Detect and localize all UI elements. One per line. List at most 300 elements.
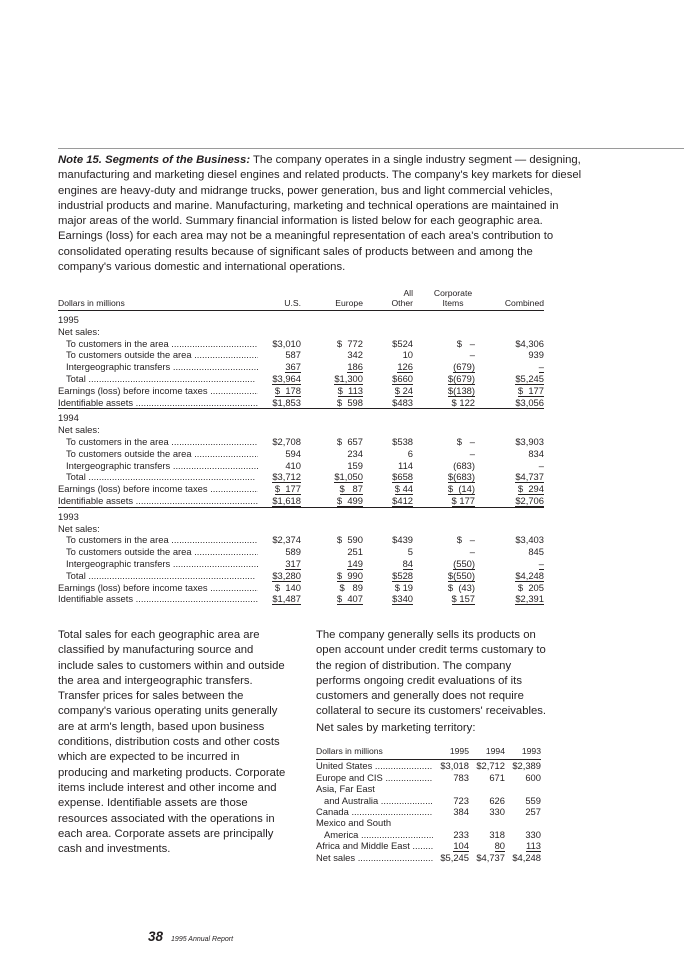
value: $ 772 bbox=[336, 337, 363, 349]
value: $(550) bbox=[448, 570, 475, 582]
value: 845 bbox=[528, 546, 544, 558]
value: $ (14) bbox=[448, 483, 475, 495]
table-row bbox=[58, 460, 544, 472]
value-cell bbox=[258, 546, 301, 558]
value: 671 bbox=[489, 771, 505, 783]
value: $5,245 bbox=[440, 852, 469, 863]
value: 367 bbox=[285, 361, 301, 373]
value-cell bbox=[363, 593, 413, 605]
value-cell bbox=[469, 795, 505, 806]
table-row bbox=[58, 361, 544, 373]
value: $ 499 bbox=[337, 495, 363, 507]
value: $2,712 bbox=[476, 760, 505, 772]
table-row bbox=[58, 397, 544, 409]
value-cell bbox=[301, 546, 363, 558]
value: $524 bbox=[392, 337, 413, 349]
value-cell bbox=[363, 558, 413, 570]
value-cell bbox=[469, 852, 505, 863]
value-cell bbox=[475, 593, 544, 605]
value: 559 bbox=[525, 794, 541, 806]
value-cell bbox=[475, 570, 544, 582]
value: 600 bbox=[525, 771, 541, 783]
value-cell bbox=[433, 772, 469, 783]
value: 410 bbox=[285, 459, 301, 471]
value-cell bbox=[301, 495, 363, 507]
value: $ 19 bbox=[395, 582, 413, 594]
value: 317 bbox=[285, 557, 301, 569]
year-label: 1994 bbox=[58, 409, 258, 424]
report-name: 1995 Annual Report bbox=[171, 936, 234, 943]
value: $ 177 bbox=[452, 495, 475, 507]
territory-label: Europe and CIS ..... bbox=[316, 772, 433, 783]
year-row bbox=[58, 507, 544, 522]
row-label: Earnings (loss) before income taxes ..... bbox=[58, 385, 258, 397]
value: $483 bbox=[392, 397, 413, 409]
value-cell bbox=[363, 373, 413, 385]
value: – bbox=[538, 459, 544, 471]
value: 342 bbox=[347, 349, 363, 361]
value-cell bbox=[301, 483, 363, 495]
value-cell bbox=[475, 397, 544, 409]
value-cell bbox=[363, 338, 413, 350]
value-cell bbox=[301, 397, 363, 409]
value-cell bbox=[363, 460, 413, 472]
value: $2,389 bbox=[512, 760, 541, 772]
value: 5 bbox=[407, 546, 413, 558]
value: $ 24 bbox=[395, 385, 413, 397]
territory-row bbox=[316, 829, 541, 840]
table-row bbox=[58, 373, 544, 385]
row-label: Identifiable assets ..... bbox=[58, 593, 258, 605]
spacer-cell bbox=[258, 326, 301, 338]
value: $1,853 bbox=[272, 397, 301, 409]
value-cell bbox=[469, 772, 505, 783]
spacer-cell bbox=[301, 507, 363, 522]
value-cell bbox=[505, 852, 541, 863]
spacer-cell bbox=[301, 424, 363, 436]
row-label: Earnings (loss) before income taxes ..... bbox=[58, 582, 258, 594]
value-cell bbox=[413, 436, 475, 448]
value: $ 590 bbox=[336, 534, 363, 546]
value-cell bbox=[413, 570, 475, 582]
net-sales-label: Net sales: bbox=[58, 522, 100, 534]
row-label: Identifiable assets ..... bbox=[58, 495, 258, 507]
value-cell bbox=[433, 795, 469, 806]
territory-row bbox=[316, 772, 541, 783]
page-footer bbox=[148, 929, 233, 944]
value: – bbox=[538, 557, 544, 569]
value: $1,487 bbox=[272, 593, 301, 605]
net-sales-label: Net sales: bbox=[58, 325, 100, 337]
value-cell bbox=[363, 546, 413, 558]
value-cell bbox=[475, 495, 544, 507]
net-sales-row bbox=[58, 326, 544, 338]
table-row bbox=[58, 495, 544, 507]
value-cell bbox=[413, 385, 475, 397]
value: $ – bbox=[456, 435, 475, 447]
value-cell bbox=[413, 448, 475, 460]
value-cell bbox=[363, 495, 413, 507]
value-cell bbox=[258, 495, 301, 507]
value-cell bbox=[258, 558, 301, 570]
value-cell bbox=[258, 582, 301, 594]
value: $ 87 bbox=[340, 483, 363, 495]
value-cell bbox=[301, 460, 363, 472]
value: $ 177 bbox=[518, 385, 544, 397]
spacer-cell bbox=[413, 326, 475, 338]
value: $ 990 bbox=[337, 570, 363, 582]
value-cell bbox=[469, 760, 505, 772]
value-cell bbox=[469, 840, 505, 851]
value-cell bbox=[505, 795, 541, 806]
value-cell bbox=[475, 546, 544, 558]
table-row bbox=[58, 338, 544, 350]
value: 6 bbox=[407, 447, 413, 459]
spacer-cell bbox=[433, 817, 469, 828]
note-heading: Note 15. Segments of the Business: bbox=[58, 154, 251, 166]
territory-row bbox=[316, 760, 541, 772]
value-cell bbox=[475, 534, 544, 546]
value-cell bbox=[363, 385, 413, 397]
value: $4,248 bbox=[515, 570, 544, 582]
row-label: Intergeographic transfers ..... bbox=[58, 460, 258, 472]
spacer-cell bbox=[258, 507, 301, 522]
spacer-cell bbox=[475, 424, 544, 436]
spacer-cell bbox=[505, 817, 541, 828]
territory-row bbox=[316, 806, 541, 817]
value: $4,306 bbox=[515, 337, 544, 349]
table-row bbox=[58, 582, 544, 594]
units-label: Dollars in millions bbox=[58, 288, 258, 311]
value: $4,737 bbox=[515, 471, 544, 483]
year-label: 1995 bbox=[58, 314, 79, 325]
value: – bbox=[469, 349, 475, 361]
value: $412 bbox=[392, 495, 413, 507]
value: $ 178 bbox=[275, 385, 301, 397]
table-row bbox=[58, 448, 544, 460]
value: 104 bbox=[453, 840, 469, 852]
value-cell bbox=[475, 436, 544, 448]
spacer-cell bbox=[363, 424, 413, 436]
spacer-cell bbox=[258, 424, 301, 436]
value-cell bbox=[413, 338, 475, 350]
value-cell bbox=[413, 397, 475, 409]
value-cell bbox=[363, 483, 413, 495]
value: $ 89 bbox=[340, 582, 363, 594]
value: $660 bbox=[392, 373, 413, 385]
territory-row bbox=[316, 852, 541, 863]
spacer-cell bbox=[301, 409, 363, 424]
value-cell bbox=[258, 349, 301, 361]
value: $340 bbox=[392, 593, 413, 605]
spacer-cell bbox=[413, 409, 475, 424]
value-cell bbox=[475, 558, 544, 570]
value-cell bbox=[505, 840, 541, 851]
value-cell bbox=[363, 570, 413, 582]
value: 257 bbox=[525, 806, 541, 818]
territory-label: and Australia ..... bbox=[316, 795, 433, 806]
value: $ 407 bbox=[337, 593, 363, 605]
value-cell bbox=[258, 361, 301, 373]
value-cell bbox=[363, 471, 413, 483]
territory-label: Africa and Middle East ..... bbox=[316, 840, 433, 851]
table-row bbox=[58, 385, 544, 397]
value-cell bbox=[301, 448, 363, 460]
value: 234 bbox=[347, 447, 363, 459]
segment-table-header bbox=[58, 288, 544, 311]
spacer-cell bbox=[469, 783, 505, 794]
value-cell bbox=[413, 495, 475, 507]
table-row bbox=[58, 483, 544, 495]
value: $4,248 bbox=[512, 852, 541, 863]
value-cell bbox=[258, 448, 301, 460]
col-europe: Europe bbox=[301, 288, 363, 311]
value-cell bbox=[433, 829, 469, 840]
value: $2,708 bbox=[272, 435, 301, 447]
value: $528 bbox=[392, 570, 413, 582]
row-label: To customers in the area ..... bbox=[58, 436, 258, 448]
value: 834 bbox=[528, 447, 544, 459]
row-label: Total ..... bbox=[58, 570, 258, 582]
value-cell bbox=[301, 436, 363, 448]
row-label: To customers outside the area ..... bbox=[58, 349, 258, 361]
spacer-cell bbox=[258, 523, 301, 535]
value-cell bbox=[475, 471, 544, 483]
value: $ 140 bbox=[275, 582, 301, 594]
value-cell bbox=[258, 534, 301, 546]
value-cell bbox=[413, 460, 475, 472]
table-row bbox=[58, 558, 544, 570]
col-corporate: Corporate Items bbox=[413, 288, 475, 311]
value-cell bbox=[301, 582, 363, 594]
value: $4,737 bbox=[476, 852, 505, 863]
row-label: Total ..... bbox=[58, 373, 258, 385]
top-rule bbox=[58, 148, 684, 149]
value-cell bbox=[258, 460, 301, 472]
row-label: Intergeographic transfers ..... bbox=[58, 558, 258, 570]
value-cell bbox=[413, 349, 475, 361]
spacer-cell bbox=[413, 311, 475, 326]
value: 589 bbox=[285, 546, 301, 558]
value-cell bbox=[413, 534, 475, 546]
value: $ 205 bbox=[518, 582, 544, 594]
value-cell bbox=[475, 460, 544, 472]
spacer-cell bbox=[475, 507, 544, 522]
value: 330 bbox=[489, 806, 505, 818]
value-cell bbox=[413, 471, 475, 483]
value: 233 bbox=[453, 828, 469, 840]
spacer-cell bbox=[301, 326, 363, 338]
value-cell bbox=[413, 483, 475, 495]
territory-row-top bbox=[316, 783, 541, 794]
value: 783 bbox=[453, 771, 469, 783]
value-cell bbox=[505, 806, 541, 817]
row-label: To customers in the area ..... bbox=[58, 534, 258, 546]
spacer-cell bbox=[363, 507, 413, 522]
spacer-cell bbox=[475, 409, 544, 424]
value-cell bbox=[258, 483, 301, 495]
table-row bbox=[58, 471, 544, 483]
value: 939 bbox=[528, 349, 544, 361]
value-cell bbox=[363, 534, 413, 546]
value: 330 bbox=[525, 828, 541, 840]
value: 251 bbox=[347, 546, 363, 558]
value-cell bbox=[475, 361, 544, 373]
page-number: 38 bbox=[148, 929, 164, 944]
value: (550) bbox=[453, 557, 475, 569]
row-label: Total ..... bbox=[58, 471, 258, 483]
value: $2,374 bbox=[272, 534, 301, 546]
value: 126 bbox=[397, 361, 413, 373]
row-label: Intergeographic transfers ..... bbox=[58, 361, 258, 373]
value-cell bbox=[413, 546, 475, 558]
value: $ 294 bbox=[518, 483, 544, 495]
spacer-cell bbox=[363, 523, 413, 535]
value: $658 bbox=[392, 471, 413, 483]
col-all-other: All Other bbox=[363, 288, 413, 311]
territory-label: Net sales ..... bbox=[316, 852, 433, 863]
value: $3,010 bbox=[272, 337, 301, 349]
territory-heading: Net sales by marketing territory: bbox=[316, 722, 476, 734]
value-cell bbox=[469, 806, 505, 817]
value-cell bbox=[475, 385, 544, 397]
value: $ 177 bbox=[275, 483, 301, 495]
value: $3,903 bbox=[515, 435, 544, 447]
spacer-cell bbox=[363, 311, 413, 326]
year-label: 1993 bbox=[58, 507, 258, 522]
col-1994: 1994 bbox=[469, 746, 505, 760]
value: 594 bbox=[285, 447, 301, 459]
value-cell bbox=[413, 582, 475, 594]
value-cell bbox=[413, 593, 475, 605]
territory-row bbox=[316, 840, 541, 851]
row-label: Earnings (loss) before income taxes ..... bbox=[58, 483, 258, 495]
spacer-cell bbox=[475, 523, 544, 535]
value-cell bbox=[433, 806, 469, 817]
territory-row-top bbox=[316, 817, 541, 828]
value-cell bbox=[258, 338, 301, 350]
value-cell bbox=[301, 593, 363, 605]
value-cell bbox=[301, 471, 363, 483]
spacer-cell bbox=[258, 311, 301, 326]
value: $ 157 bbox=[452, 593, 475, 605]
value-cell bbox=[475, 483, 544, 495]
value: $2,706 bbox=[515, 495, 544, 507]
value: $1,300 bbox=[334, 373, 363, 385]
value-cell bbox=[413, 558, 475, 570]
value-cell bbox=[301, 534, 363, 546]
value: – bbox=[538, 361, 544, 373]
value: $1,618 bbox=[272, 495, 301, 507]
territory-label: Asia, Far East bbox=[316, 783, 375, 795]
territory-label: Canada ..... bbox=[316, 806, 433, 817]
value: $3,018 bbox=[440, 760, 469, 772]
value-cell bbox=[258, 471, 301, 483]
value-cell bbox=[433, 760, 469, 772]
value-cell bbox=[363, 436, 413, 448]
territory-label: Mexico and South bbox=[316, 817, 392, 829]
value-cell bbox=[301, 349, 363, 361]
value: 384 bbox=[453, 806, 469, 818]
table-row bbox=[58, 349, 544, 361]
spacer-cell bbox=[413, 507, 475, 522]
table-row bbox=[58, 546, 544, 558]
spacer-cell bbox=[505, 783, 541, 794]
year-row bbox=[58, 409, 544, 424]
value: $538 bbox=[392, 435, 413, 447]
spacer-cell bbox=[433, 783, 469, 794]
value: – bbox=[469, 546, 475, 558]
row-label: To customers outside the area ..... bbox=[58, 546, 258, 558]
territory-label: America ..... bbox=[316, 829, 433, 840]
territory-units-label: Dollars in millions bbox=[316, 746, 433, 760]
row-label: Identifiable assets ..... bbox=[58, 397, 258, 409]
spacer-cell bbox=[258, 409, 301, 424]
value: 80 bbox=[494, 840, 505, 852]
value-cell bbox=[363, 361, 413, 373]
net-sales-label: Net sales: bbox=[58, 424, 100, 436]
spacer-cell bbox=[413, 424, 475, 436]
territory-label: United States ..... bbox=[316, 760, 433, 772]
net-sales-row bbox=[58, 424, 544, 436]
value: 113 bbox=[526, 840, 541, 852]
value-cell bbox=[301, 385, 363, 397]
value: 318 bbox=[489, 828, 505, 840]
value-cell bbox=[363, 582, 413, 594]
row-label: To customers in the area ..... bbox=[58, 338, 258, 350]
value: $3,056 bbox=[515, 397, 544, 409]
net-sales-row bbox=[58, 523, 544, 535]
col-1995: 1995 bbox=[433, 746, 469, 760]
value: $ (43) bbox=[448, 582, 475, 594]
value: $2,391 bbox=[515, 593, 544, 605]
spacer-cell bbox=[475, 311, 544, 326]
value-cell bbox=[301, 558, 363, 570]
segment-table bbox=[58, 288, 544, 605]
value: $3,403 bbox=[515, 534, 544, 546]
value: $ 113 bbox=[338, 385, 363, 397]
value-cell bbox=[258, 373, 301, 385]
territory-table-header bbox=[316, 746, 541, 760]
value-cell bbox=[258, 436, 301, 448]
value-cell bbox=[301, 338, 363, 350]
value: 723 bbox=[453, 794, 469, 806]
table-row bbox=[58, 593, 544, 605]
territory-table bbox=[316, 746, 541, 863]
value-cell bbox=[363, 397, 413, 409]
year-row bbox=[58, 311, 544, 326]
table-row bbox=[58, 570, 544, 582]
spacer-cell bbox=[469, 817, 505, 828]
row-label: To customers outside the area ..... bbox=[58, 448, 258, 460]
value-cell bbox=[258, 397, 301, 409]
value: 114 bbox=[398, 459, 413, 471]
value: 626 bbox=[489, 794, 505, 806]
value: $5,245 bbox=[515, 373, 544, 385]
value: $ – bbox=[456, 337, 475, 349]
value-cell bbox=[413, 361, 475, 373]
value: 186 bbox=[347, 361, 363, 373]
value: $3,712 bbox=[272, 471, 301, 483]
value: $439 bbox=[392, 534, 413, 546]
spacer-cell bbox=[301, 311, 363, 326]
value-cell bbox=[301, 373, 363, 385]
value: $(138) bbox=[448, 385, 475, 397]
spacer-cell bbox=[413, 523, 475, 535]
sales-classification-paragraph: Total sales for each geographic area are classified by manufacturing source and include sales to customers within and outside the area and intergeographic transfers. Transfer prices for sales between the company's various operating units generally are at arm's length, based upon business conditions, distribution costs and other costs which are expected to be incurred in producing and marketing products. Corporate items include interest and other income and expense. Identifiable assets are those resources associated with the operations in each area. Corporate assets are principally cash and investments. bbox=[58, 629, 286, 856]
value: 159 bbox=[347, 459, 363, 471]
col-us: U.S. bbox=[258, 288, 301, 311]
